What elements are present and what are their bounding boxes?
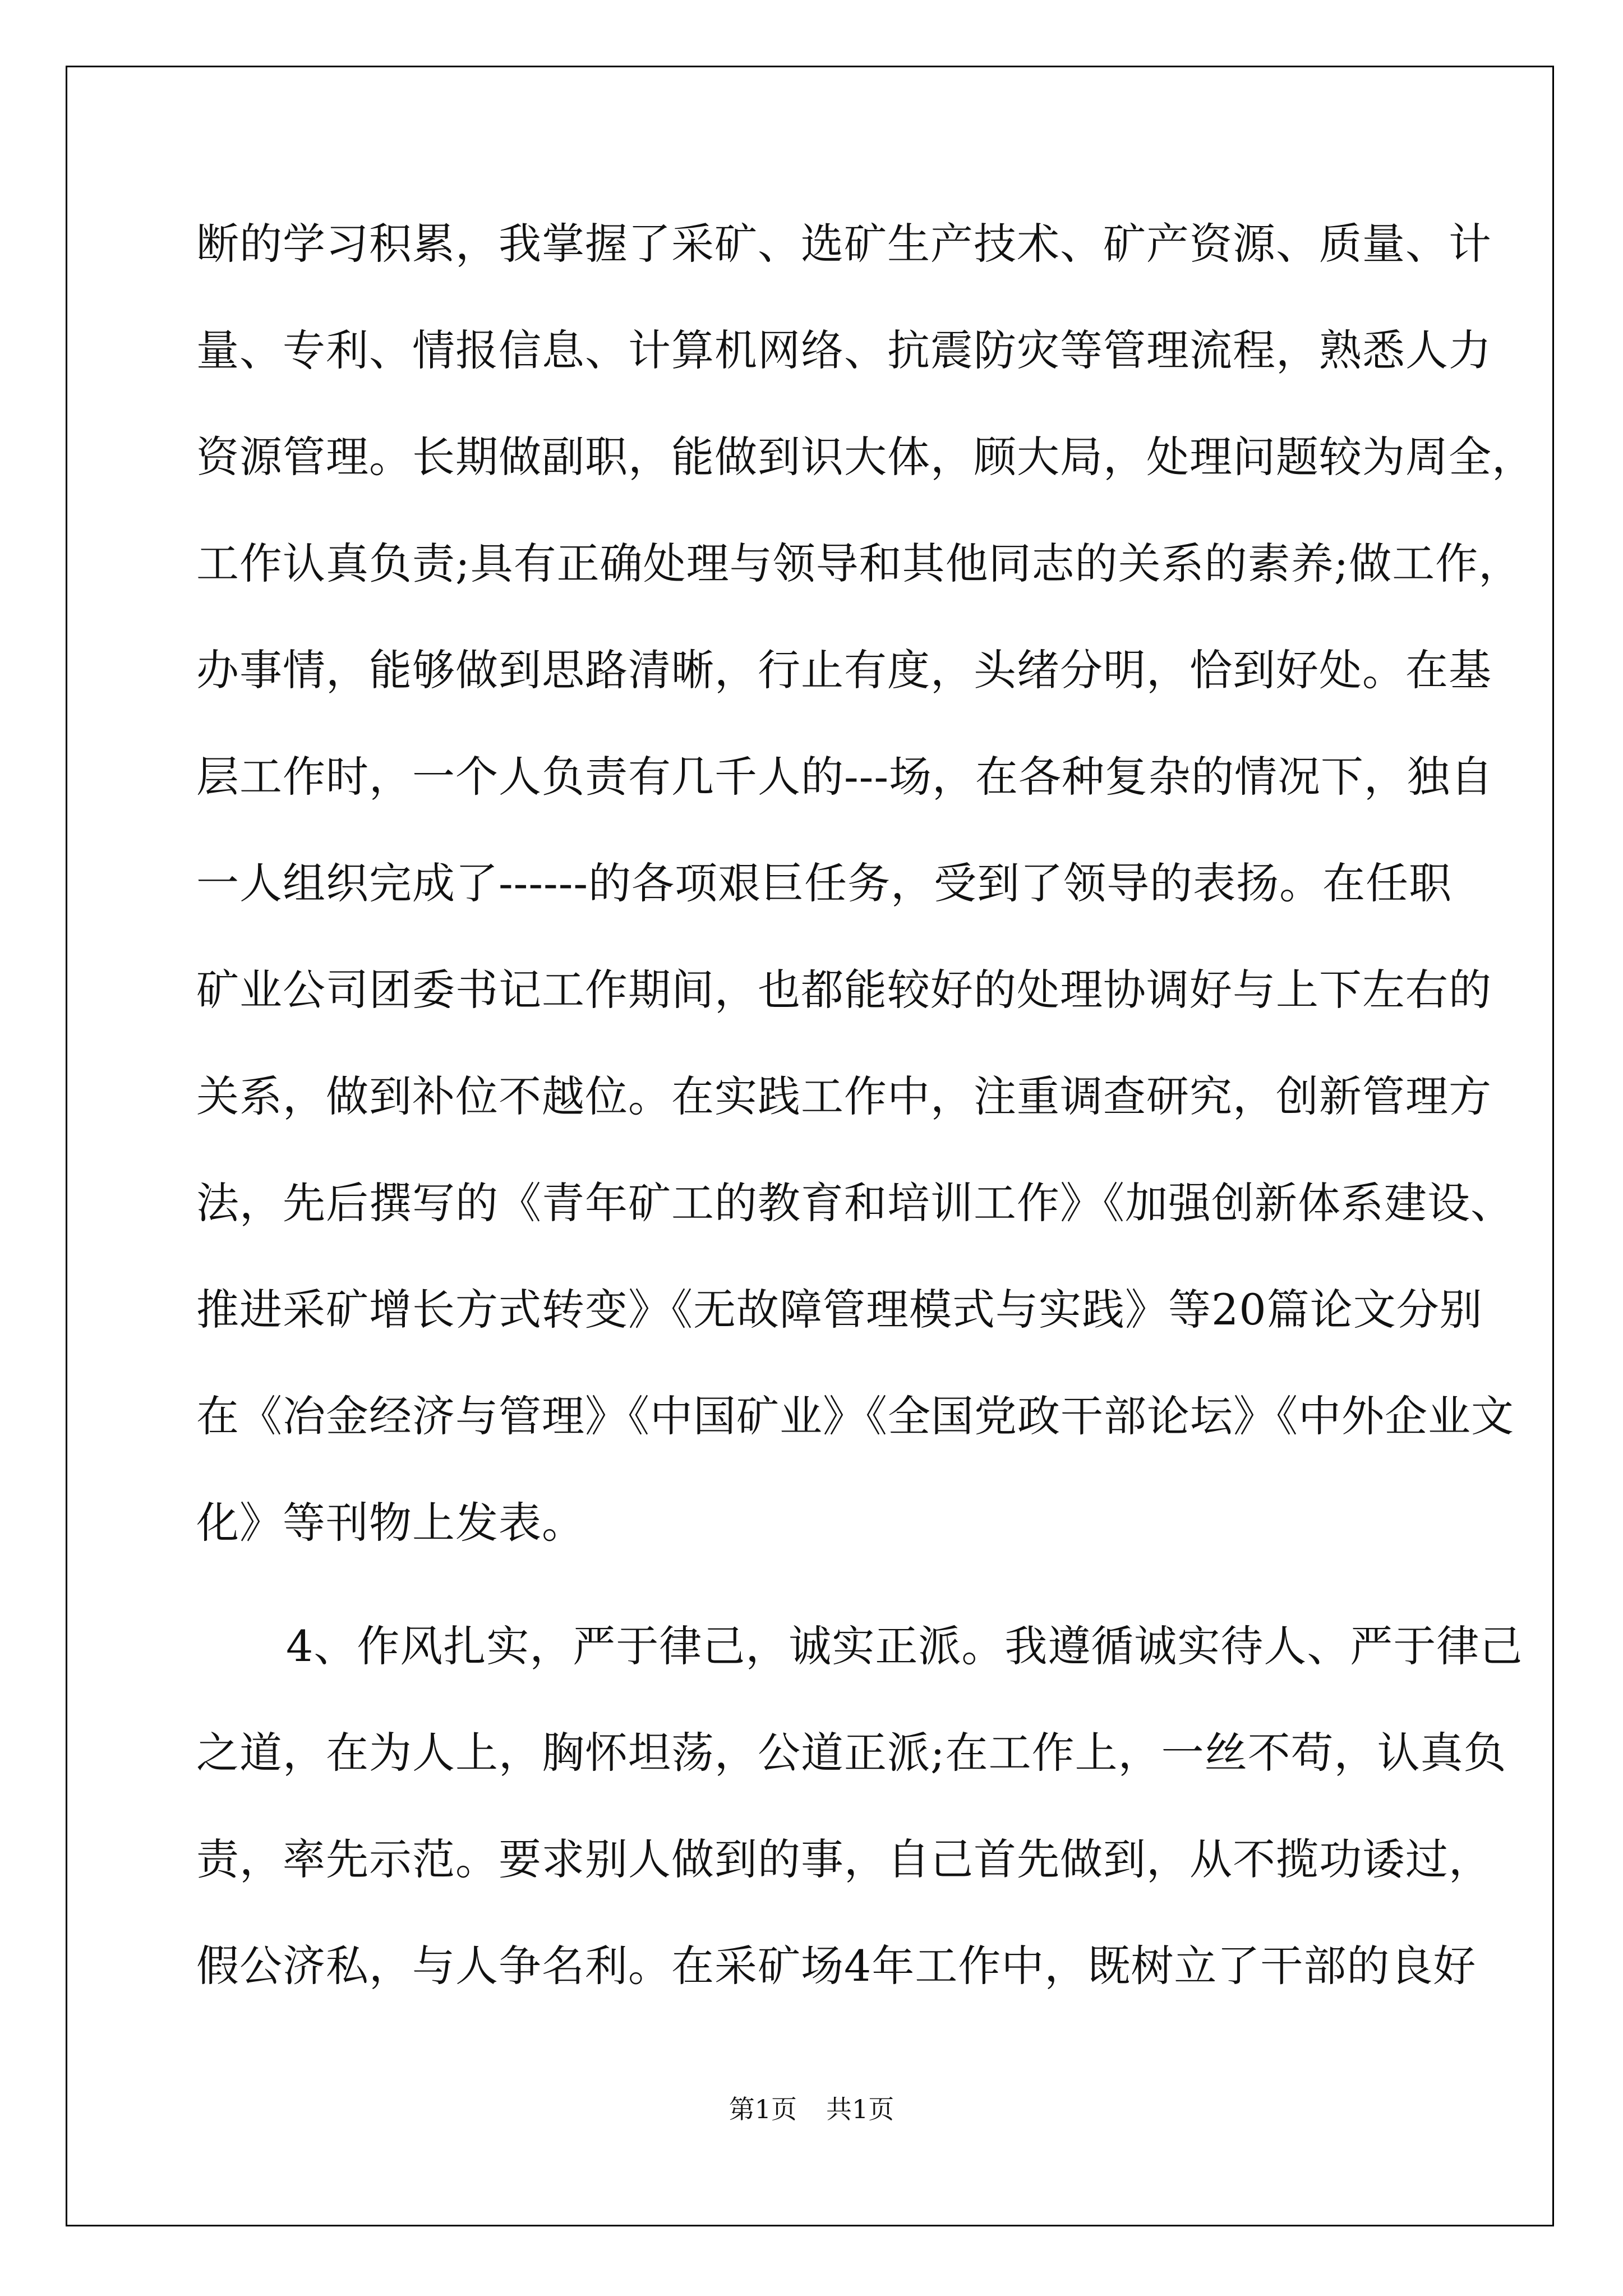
text-line: 层工作时，一个人负责有几千人的---场，在各种复杂的情况下，独自 [196, 752, 1494, 802]
text-line: 4、作风扎实，严于律己，诚实正派。我遵循诚实待人、严于律己 [286, 1621, 1523, 1671]
page-border [66, 66, 1554, 2226]
page-footer [0, 2092, 1623, 2126]
text-line: 一人组织完成了------的各项艰巨任务，受到了领导的表扬。在任职 [196, 858, 1453, 908]
text-line: 资源管理。长期做副职，能做到识大体，顾大局，处理问题较为周全， [196, 432, 1535, 482]
text-line: 责，率先示范。要求别人做到的事，自己首先做到，从不揽功诿过， [196, 1834, 1492, 1884]
text-line: 化》等刊物上发表。 [196, 1498, 585, 1548]
text-line: 量、专利、情报信息、计算机网络、抗震防灾等管理流程，熟悉人力 [196, 325, 1492, 375]
text-line: 在《冶金经济与管理》《中国矿业》《全国党政干部论坛》《中外企业文 [196, 1391, 1514, 1441]
text-line: 法，先后撰写的《青年矿工的教育和培训工作》《加强创新体系建设、 [196, 1178, 1514, 1228]
text-line: 办事情，能够做到思路清晰，行止有度，头绪分明，恰到好处。在基 [196, 645, 1492, 695]
page-number: 第1页 [728, 2094, 797, 2124]
text-line: 假公济私，与人争名利。在采矿场4年工作中，既树立了干部的良好 [196, 1941, 1477, 1991]
text-line: 矿业公司团委书记工作期间，也都能较好的处理协调好与上下左右的 [196, 965, 1492, 1015]
text-line: 之道，在为人上，胸怀坦荡，公道正派;在工作上，一丝不苟，认真负 [196, 1728, 1507, 1778]
text-line: 工作认真负责;具有正确处理与领导和其他同志的关系的素养;做工作， [196, 539, 1522, 588]
text-line: 关系，做到补位不越位。在实践工作中，注重调查研究，创新管理方 [196, 1071, 1492, 1121]
page-total: 共1页 [826, 2094, 895, 2124]
text-line: 断的学习积累，我掌握了采矿、选矿生产技术、矿产资源、质量、计 [196, 219, 1492, 269]
text-line: 推进采矿增长方式转变》《无故障管理模式与实践》等20篇论文分别 [196, 1285, 1483, 1335]
